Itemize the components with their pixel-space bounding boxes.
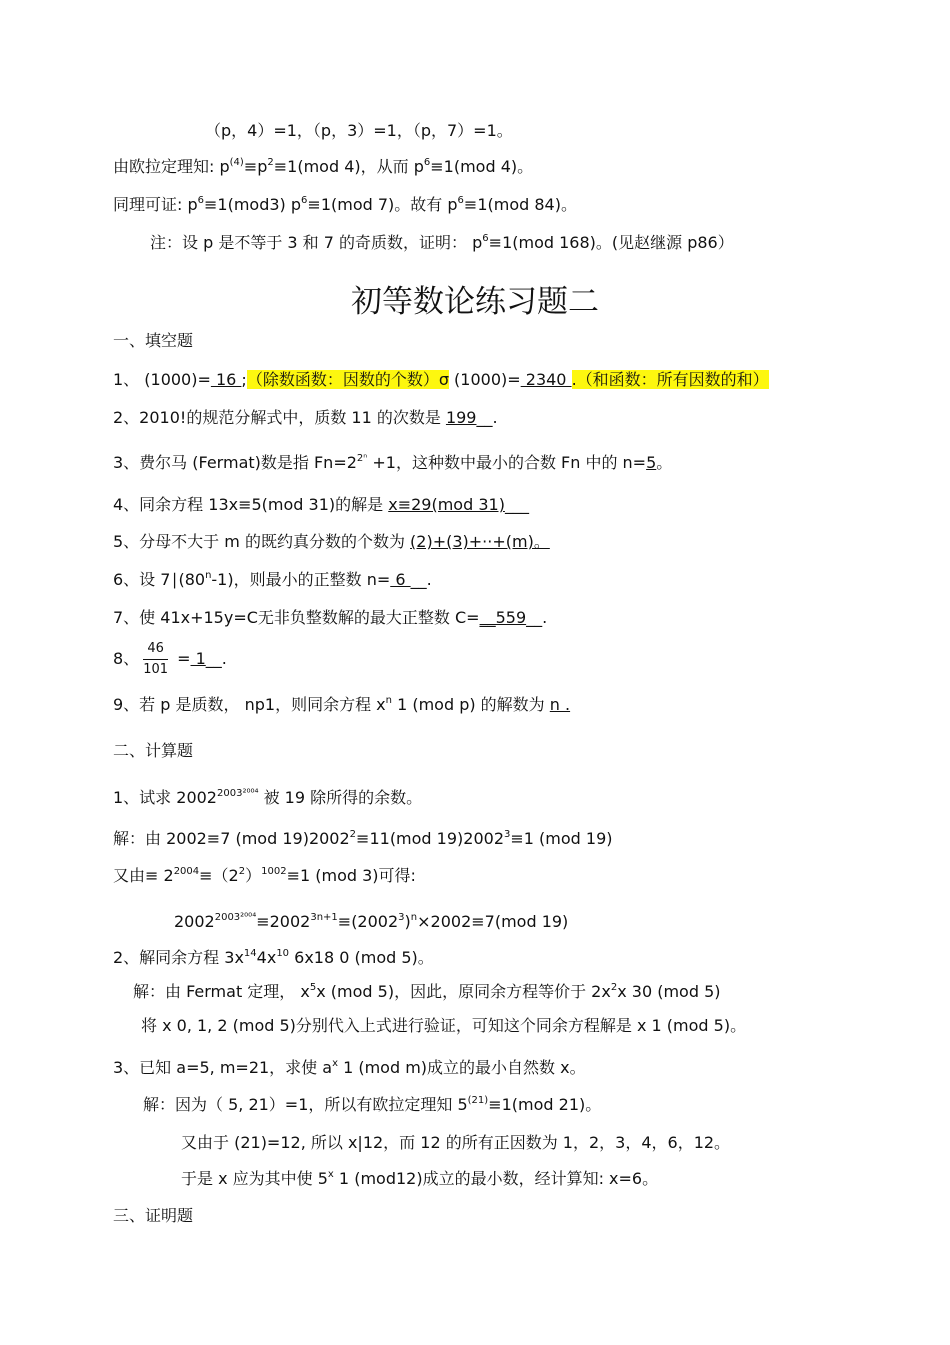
question-6: 6、设 7∣(80$^n$-1)，则最小的正整数 n= 6 __. <box>113 570 432 589</box>
solution-2-line-2: 将 x 0, 1, 2 (mod 5)分别代入上式进行验证，可知这个同余方程解是 x 1 (mod 5)。 <box>141 1016 747 1035</box>
solution-1-line-1: 解：由 2002≡7 (mod $19)2002^2\equiv 11(mod$ $19)2002^3\equiv 1$ (mod 19) <box>113 829 613 848</box>
problem-1: 1、试求 $2002^{2003^{2004}}$ 被 19 除所得的余数。 <box>113 788 423 807</box>
solution-3-line-3: 于是 x 应为其中使 5$^x$ 1 (mod12)成立的最小数，经计算知: x=6。 <box>181 1169 659 1188</box>
continued-line-3: 同理可证: $p^6\equiv 1(mod3)$ $p^6\equiv 1(mod$ 7)。故有 $p^6\equiv 1(mod$ 84)。 <box>113 195 577 214</box>
highlight-sum-function: .（和函数：所有因数的和） <box>571 370 769 389</box>
question-7: 7、使 41x+15y=C无非负整数解的最大正整数 C=__559__. <box>113 608 548 627</box>
section-heading-proof: 三、证明题 <box>113 1206 194 1225</box>
solution-2-line-1: 解：由 Fermat 定理， $x^5x$ (mod 5)，因此，原同余方程等价于 $2x^2x$ 30 (mod 5) <box>133 982 721 1001</box>
problem-3: 3、已知 a=5, m=21，求使 $a^x$ 1 (mod m)成立的最小自然数 x。 <box>113 1058 586 1077</box>
continued-line-1: （p，4）=1，（p，3）=1，（p，7）=1。 <box>205 121 513 140</box>
highlight-divisor-function: （除数函数：因数的个数）σ <box>246 370 449 389</box>
solution-1-line-2: 又由≡ $2^{2004}\equiv(2^2)^{1002}\equiv 1$ (mod 3)可得: <box>113 866 416 885</box>
problem-2: 2、解同余方程 $3x^{14}4x^{10}$ 6x18 0 (mod 5)。 <box>113 948 434 967</box>
question-2: 2、2010!的规范分解式中，质数 11 的次数是 199__. <box>113 408 498 427</box>
solution-1-line-3: $2002^{2003^{2004}}\equiv 2002^{3n+1}\equiv(2002^3)^n\times 2002\equiv 7(mod$ 19) <box>174 912 569 931</box>
question-8: 8、 $\frac{46}{101}$ = 1__. <box>113 641 227 677</box>
section-heading-calculation: 二、计算题 <box>113 741 194 760</box>
question-9: 9、若 p 是质数， np1，则同余方程 $x^n$ 1 (mod p) 的解数为 n . <box>113 695 571 714</box>
solution-3-line-1: 解：因为（ 5, 21）=1，所以有欧拉定理知 $5^{(21)}\equiv 1(mod$ 21)。 <box>143 1095 602 1114</box>
fraction: $\frac{46}{101}$ <box>143 641 169 677</box>
note-line: 注：设 p 是不等于 3 和 7 的奇质数，证明： $p^6\equiv 1(mod$ 168)。(见赵继源 p86） <box>150 233 734 252</box>
question-1: 1、 (1000)= 16 ;（除数函数：因数的个数）σ (1000)= 2340 .（和函数：所有因数的和） <box>113 370 769 389</box>
continued-line-2: 由欧拉定理知: $p^{(4)}\equiv p^2\equiv 1(mod$ 4)，从而 $p^6\equiv 1(mod$ 4)。 <box>113 157 534 176</box>
question-4: 4、同余方程 13x≡5(mod 31)的解是 x≡29(mod 31)___ <box>113 495 529 514</box>
question-3: 3、费尔马 (Fermat)数是指 $Fn=2^{2^n} +1$，这种数中最小的合数 Fn 中的 n=5。 <box>113 453 673 472</box>
solution-3-line-2: 又由于 (21)=12, 所以 x|12，而 12 的所有正因数为 1，2，3，4，6，12。 <box>181 1133 731 1152</box>
section-heading-fill-blank: 一、填空题 <box>113 331 194 350</box>
page-title: 初等数论练习题二 <box>351 284 599 320</box>
question-5: 5、分母不大于 m 的既约真分数的个数为 (2)+(3)+··+(m)。 <box>113 532 550 551</box>
